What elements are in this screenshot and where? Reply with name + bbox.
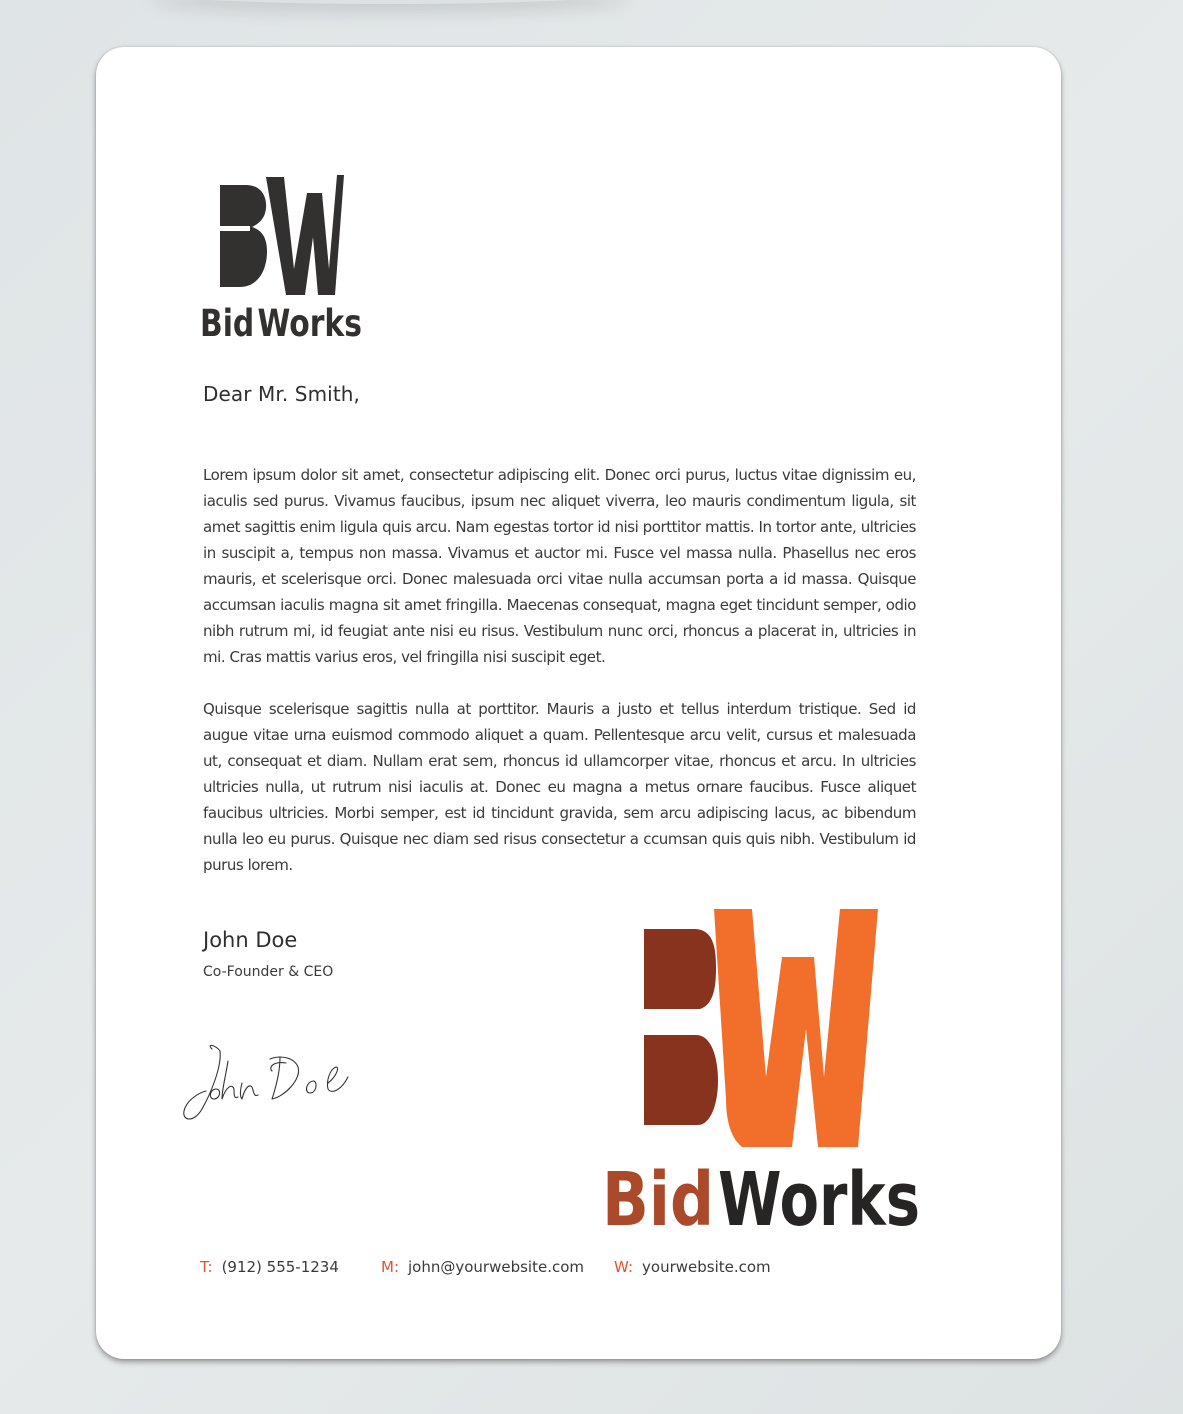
phone-label: T: xyxy=(200,1258,213,1276)
logo-large-wordmark-right: Works xyxy=(718,1157,920,1243)
email-value: john@yourwebsite.com xyxy=(408,1258,585,1276)
contact-email xyxy=(381,1258,584,1276)
phone-value: (912) 555-1234 xyxy=(221,1258,339,1276)
handwritten-signature xyxy=(176,1037,376,1137)
page-shadow xyxy=(150,0,630,4)
letter-greeting: Dear Mr. Smith, xyxy=(203,382,361,406)
letter-body xyxy=(203,462,916,904)
signer-title: Co-Founder & CEO xyxy=(203,964,334,980)
bidworks-logo-small xyxy=(200,175,388,345)
contact-phone xyxy=(200,1258,339,1276)
letterhead-page xyxy=(96,47,1061,1359)
bidworks-logo-large xyxy=(602,909,932,1243)
web-value: yourwebsite.com xyxy=(642,1258,771,1276)
body-paragraph: Lorem ipsum dolor sit amet, consectetur adipiscing elit. Donec orci purus, luctus vitae dignissim eu, iaculis sed purus. Vivamus faucibus, ipsum nec aliquet viverra, leo mauris condimentum ligula, sit amet sagittis enim ligula quis arcu. Nam egestas tortor id nisi porttitor mattis. In tortor ante, ultricies in suscipit a, tempus non massa. Vivamus et auctor mi. Fusce vel massa nulla. Phasellus nec eros mauris, et scelerisque orci. Donec malesuada orci vitae nulla accumsan porta a id massa. Quisque accumsan iaculis magna sit amet fringilla. Maecenas consequat, magna eget tincidunt semper, odio nibh rutrum mi, id feugiat ante nisi eu risus. Vestibulum nunc orci, rhoncus a placerat in, ultricies in mi. Cras mattis varius eros, vel fringilla nisi suscipit eget. xyxy=(203,466,916,666)
email-label: M: xyxy=(381,1258,399,1276)
logo-large-wordmark-left: Bid xyxy=(602,1157,714,1243)
logo-small-wordmark: BidWorks xyxy=(200,302,388,345)
web-label: W: xyxy=(614,1258,634,1276)
body-paragraph: Quisque scelerisque sagittis nulla at porttitor. Mauris a justo et tellus interdum tristique. Sed id augue vitae urna euismod commodo aliquet a quam. Pellentesque arcu velit, cursus et malesuada ut, consequat et diam. Nullam erat sem, rhoncus id ullamcorper vitae, rhoncus et arcu. In ultricies ultricies nulla, ut rutrum nisi iaculis at. Donec eu magna a metus ornare faucibus. Fusce aliquet faucibus ultricies. Morbi semper, est id tincidunt gravida, sem arcu adipiscing lacus, ac bibendum nulla leo eu purus. Quisque nec diam sed risus consectetur a ccumsan quis quis nibh. Vestibulum id purus lorem. xyxy=(203,700,916,874)
signer-name: John Doe xyxy=(203,928,298,952)
contact-web xyxy=(614,1258,771,1276)
